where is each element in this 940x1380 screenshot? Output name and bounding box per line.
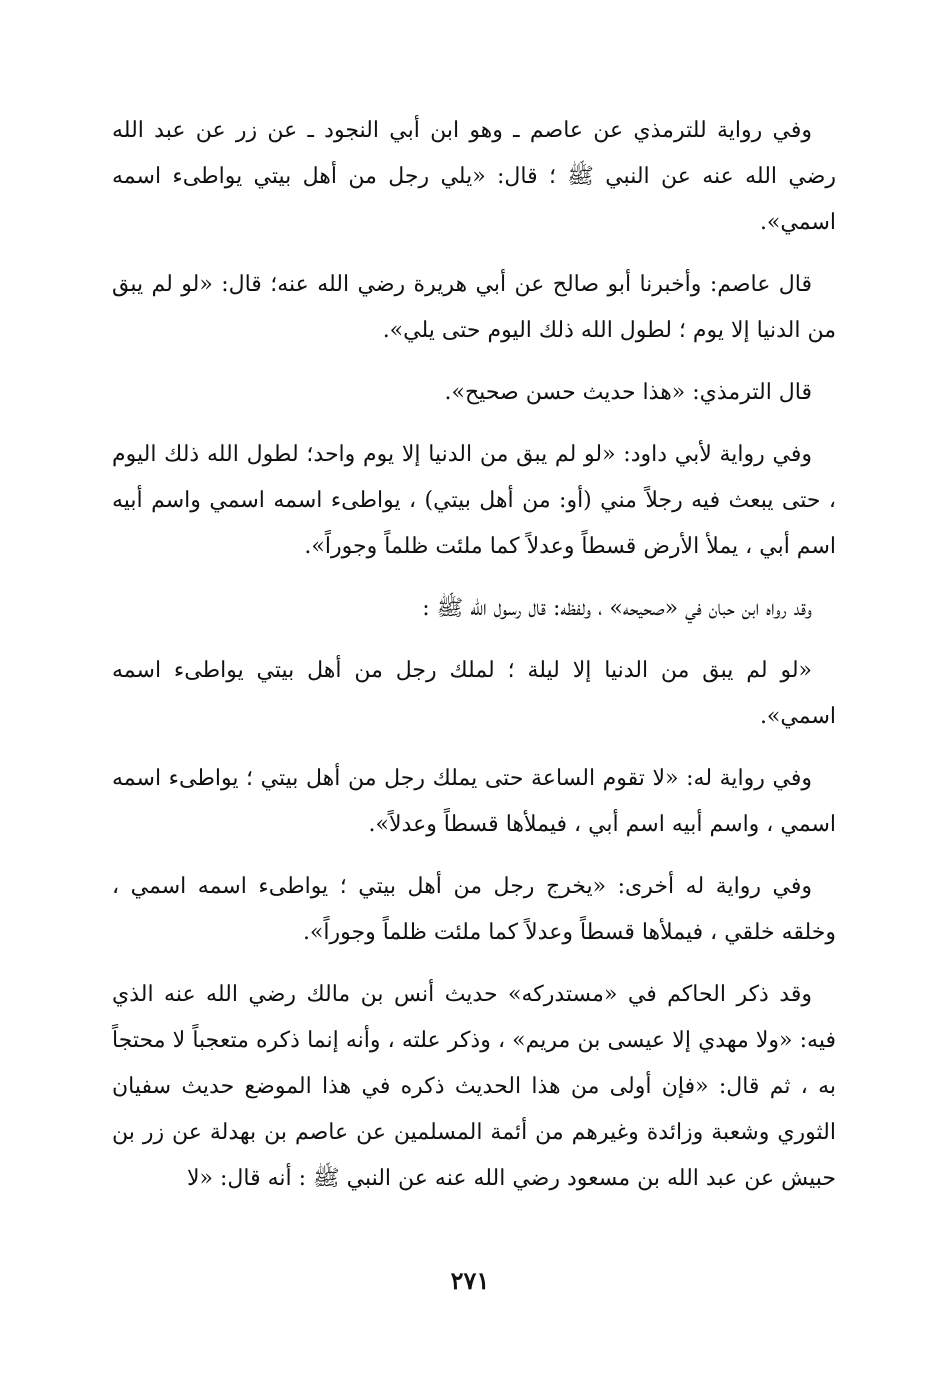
paragraph-ibn-hibban-intro: وقد رواه ابن حبان في «صحيحه» ، ولفظه: قال رسول الله ﷺ : [422,596,812,621]
paragraph-hakim-mustadrak: وقد ذكر الحاكم في «مستدركه» حديث أنس بن مالك رضي الله عنه الذي فيه: «ولا مهدي إلا عيسى بن مريم» ، وذكر علته ، وأنه إنما ذكره متعجباً لا محتجاً به ، ثم قال: «فإن أولى من هذا الحديث ذكره في هذا الموضع حديث سفيان الثوري وشعبة وزائدة وغيرهم من أئمة المسلمين عن عاصم بن بهدلة عن زر بن حبيش عن عبد الله بن مسعود رضي الله عنه عن النبي ﷺ : أنه قال: «لا [112,982,836,1191]
paragraph-ibn-hibban-narration-3: وفي رواية له أخرى: «يخرج رجل من أهل بيتي ؛ يواطىء اسمه اسمي ، وخلقه خلقي ، فيملأها قسطاً وعدلاً كما ملئت ظلماً وجوراً». [112,874,836,945]
paragraph-abu-dawud: وفي رواية لأبي داود: «لو لم يبق من الدنيا إلا يوم واحد؛ لطول الله ذلك اليوم ، حتى يبعث فيه رجلاً مني (أو: من أهل بيتي) ، يواطىء اسمه اسمي واسم أبيه اسم أبي ، يملأ الأرض قسطاً وعدلاً كما ملئت ظلماً وجوراً». [112,442,836,559]
paragraph-ibn-hibban-narration-2: وفي رواية له: «لا تقوم الساعة حتى يملك رجل من أهل بيتي ؛ يواطىء اسمه اسمي ، واسم أبيه اسم أبي ، فيملأها قسطاً وعدلاً». [112,766,836,837]
paragraph-asim-abu-hurayrah: قال عاصم: وأخبرنا أبو صالح عن أبي هريرة رضي الله عنه؛ قال: «لو لم يبق من الدنيا إلا يوم ؛ لطول الله ذلك اليوم حتى يلي». [112,272,836,343]
paragraph-ibn-hibban-hadith: «لو لم يبق من الدنيا إلا ليلة ؛ لملك رجل من أهل بيتي يواطىء اسمه اسمي». [112,658,836,729]
paragraph-tirmidhi-grading: قال الترمذي: «هذا حديث حسن صحيح». [444,380,812,405]
body-text [112,108,836,1218]
paragraph-tirmidhi-asim: وفي رواية للترمذي عن عاصم ـ وهو ابن أبي النجود ـ عن زر عن عبد الله رضي الله عنه عن النبي ﷺ ؛ قال: «يلي رجل من أهل بيتي يواطىء اسمه اسمي». [112,118,836,235]
page-number: ٢٧١ [450,1266,490,1295]
